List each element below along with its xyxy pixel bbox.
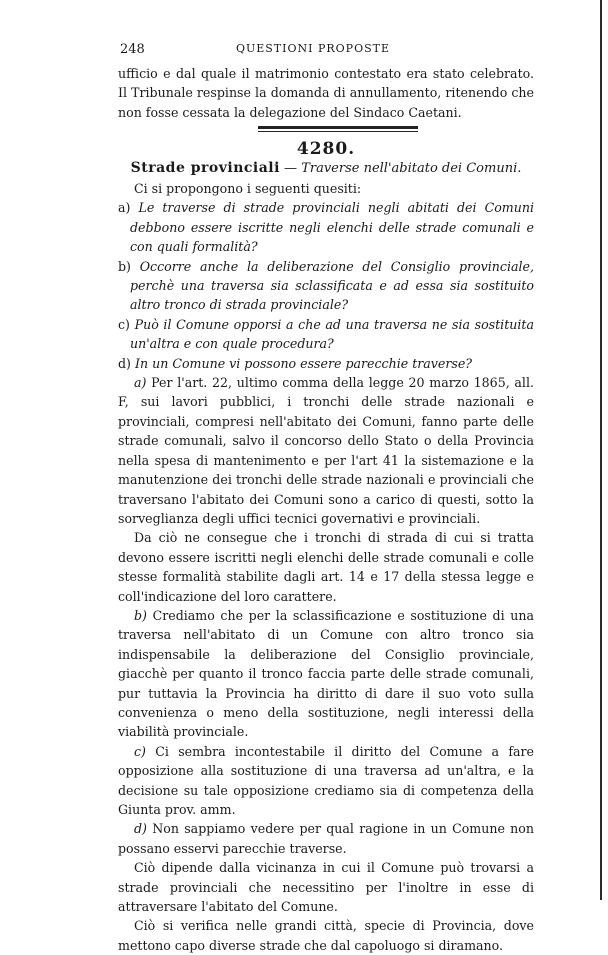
answer-letter: d) [134,821,147,837]
answer-paragraph [118,819,534,858]
answer-letter: c) [134,743,146,759]
running-title: QUESTIONI PROPOSTE [235,42,390,55]
answer-text: Non sappiamo vedere per qual ragione in un Comune non possano esservi parecchie traverse. [118,821,534,856]
answer-text: Ci sembra incontestabile il diritto del Comune a fare opposizione alla sostituzione di una traversa ad un'altra, e la decisione su tale opposizione crediamo sia di competenza della Giunta prov. amm. [118,743,534,817]
answer-paragraph [118,373,534,528]
answer-paragraph [118,742,534,820]
question-item [118,315,534,354]
section-subtitle: Traverse nell'abitato dei Comuni. [301,161,522,176]
question-text: Può il Comune opporsi a che ad una traversa ne sia sostituita un'altra e con quale procedura? [130,316,534,352]
question-letter: c) [118,316,130,332]
answer-text: Per l'art. 22, ultimo comma della legge 20 marzo 1865, all. F, sui lavori pubblici, i tronchi delle strade nazionali e provinciali, compresi nell'abitato dei Comuni, fanno parte delle strade comunali, salvo il concorso dello Stato o della Provincia nella spesa di mantenimento e per l'art 41 la sistemazione e la manutenzione dei tronchi delle strade nazionali e provinciali che traversano l'abitato dei Comuni sono a carico di questi, sotto la sorveglianza degli uffici tecnici governativi e provinciali. [118,375,534,526]
question-item [118,354,534,373]
question-item [118,257,534,315]
article-body [118,179,534,955]
section-divider [258,126,418,132]
answer-text: Ciò si verifica nelle grandi città, specie di Provincia, dove mettono capo diverse strade che dal capoluogo si diramano. [118,918,534,953]
question-item [118,198,534,256]
question-text: In un Comune vi possono essere parecchie traverse? [135,355,473,371]
answer-paragraph [118,528,534,606]
paragraph: ufficio e dal quale il matrimonio contestato era stato celebrato. Il Tribunale respinse la domanda di annullamento, ritenendo che non fosse cessata la delegazione del Sindaco Caetani. [118,66,534,120]
continued-paragraph [118,64,534,122]
section-title-main: Strade provinciali [130,160,280,176]
answer-letter: a) [134,375,147,391]
answer-paragraph [118,606,534,742]
title-dash: — [279,161,302,176]
answer-text: Crediamo che per la sclassificazione e sostituzione di una traversa nell'abitato di un Comune con altro tronco sia indispensabile la deliberazione del Consiglio provinciale, giacchè per quanto il tronco faccia parte delle strade comunali, pur tuttavia la Provincia ha diritto di dare il suo voto sulla convenienza o meno della sostituzione, negli interessi della viabilità provinciale. [118,607,534,740]
question-letter: b) [118,258,131,274]
answer-paragraph [118,858,534,916]
question-text: Le traverse di strade provinciali negli abitati dei Comuni debbono essere iscritte negli elenchi delle strade comunali e con quali formalità? [130,200,534,255]
question-letter: d) [118,355,131,371]
page-header [120,42,540,57]
page-number: 248 [120,42,145,57]
answer-text: Da ciò ne consegue che i tronchi di strada di cui si tratta devono essere iscritti negli elenchi delle strade comunali e colle stesse formalità stabilite dagli art. 14 e 17 della stessa legge e coll'indicazione del loro carattere. [118,530,534,604]
section-title [118,160,534,176]
intro-paragraph: Ci si propongono i seguenti quesiti: [134,181,362,196]
answer-paragraph [118,916,534,955]
answer-text: Ciò dipende dalla vicinanza in cui il Comune può trovarsi a strade provinciali che necessitino per l'inoltre in esse di attraversare l'abitato del Comune. [118,860,534,915]
section-number: 4280. [296,139,356,159]
question-letter: a) [118,200,131,216]
answer-letter: b) [134,607,147,623]
question-text: Occorre anche la deliberazione del Consiglio provinciale, perchè una traversa sia sclassificata e ad essa sia sostituito altro tronco di strada provinciale? [130,258,534,313]
page-edge-line [600,0,602,900]
